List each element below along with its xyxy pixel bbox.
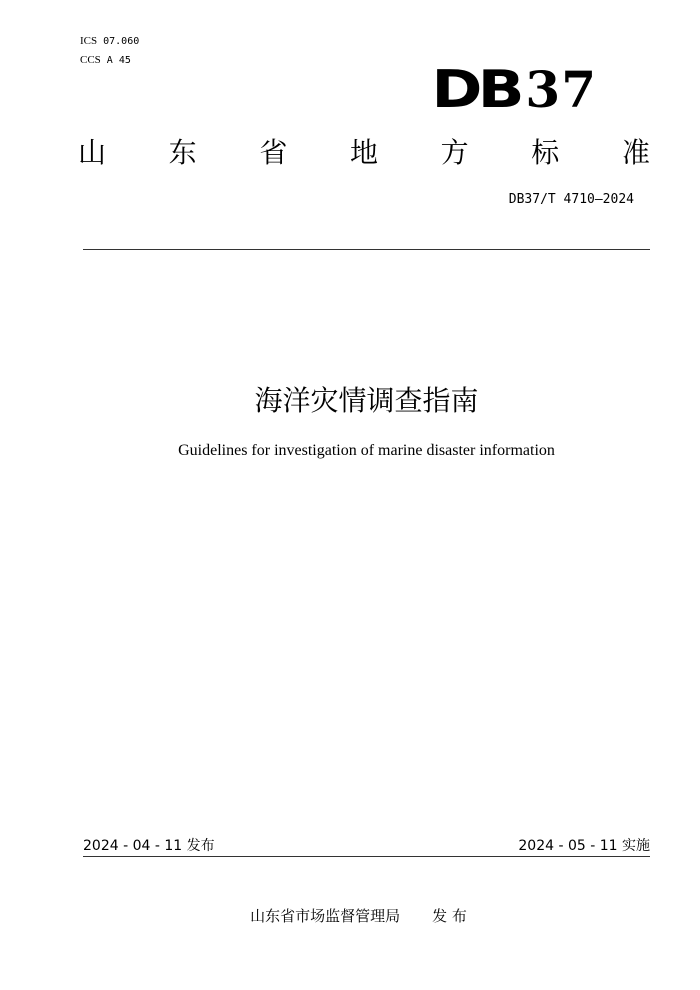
- logo-prefix: DB: [431, 60, 520, 120]
- ccs-code: [80, 53, 131, 68]
- heading-char: 省: [259, 136, 288, 169]
- ics-code: [80, 34, 139, 49]
- heading-char: 地: [349, 136, 378, 169]
- db37-logo: [431, 60, 597, 120]
- heading-char: 准: [621, 136, 650, 169]
- standard-number: DB37/T 4710—2024: [508, 192, 634, 207]
- ccs-value: A 45: [106, 55, 131, 66]
- ccs-label: CCS: [80, 54, 101, 66]
- heading-char: 方: [440, 136, 469, 169]
- ics-label: ICS: [80, 35, 98, 47]
- issuer-name: 山东省市场监督管理局: [250, 907, 401, 925]
- issuer-line: [0, 905, 700, 926]
- heading-char: 标: [531, 136, 560, 169]
- issuer-action: 发 布: [432, 907, 467, 925]
- document-title-zh: 海洋灾情调查指南: [254, 384, 479, 417]
- ics-value: 07.060: [103, 36, 140, 47]
- implementation-date: 2024 - 05 - 11 实施: [518, 838, 650, 854]
- standard-type-heading: [78, 136, 650, 170]
- logo-number: 37: [525, 60, 597, 119]
- top-divider: [83, 249, 650, 250]
- heading-char: 山: [78, 136, 107, 169]
- document-title-en: Guidelines for investigation of marine disaster information: [178, 442, 555, 459]
- heading-char: 东: [168, 136, 197, 169]
- bottom-divider: [83, 856, 650, 857]
- release-date: 2024 - 04 - 11 发布: [83, 838, 215, 854]
